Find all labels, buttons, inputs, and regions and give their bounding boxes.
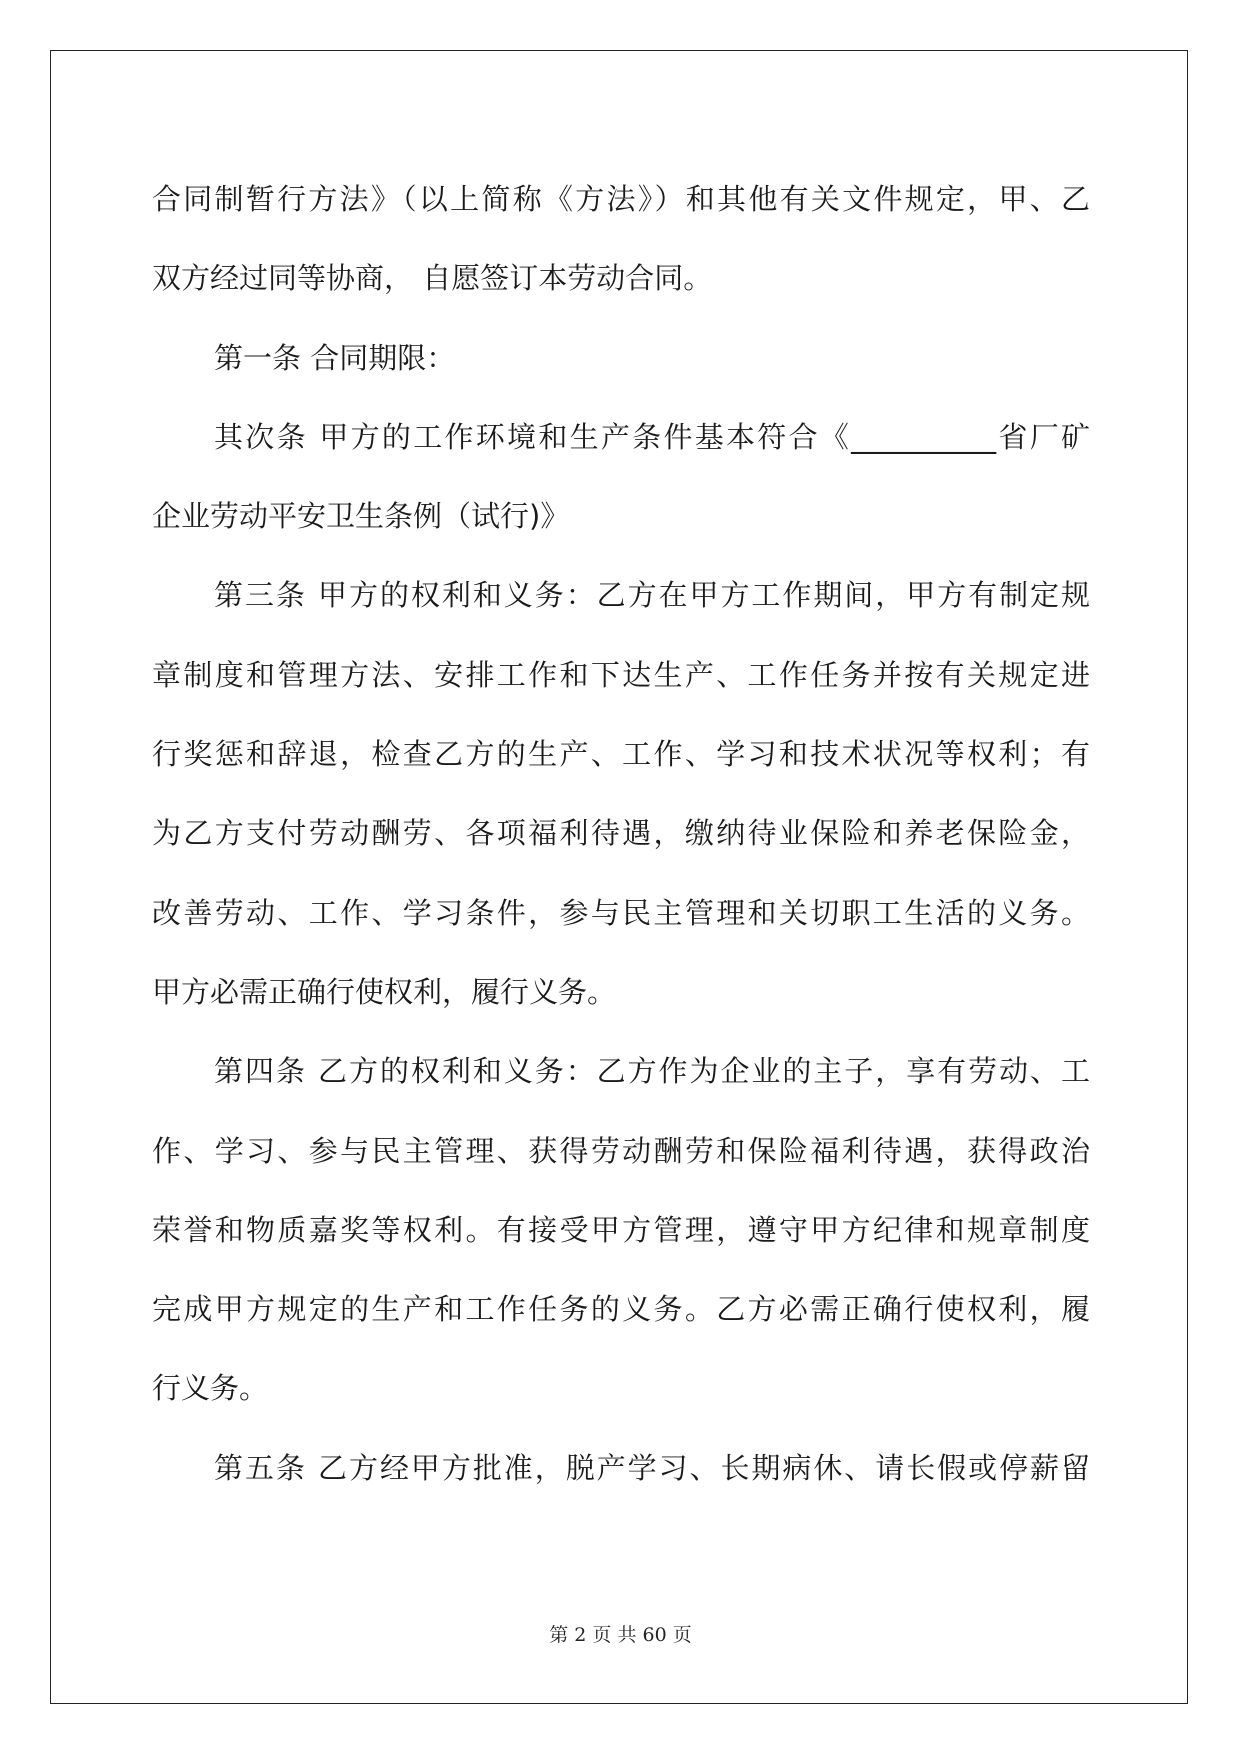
text-line: 第三条 甲方的权利和义务：乙方在甲方工作期间，甲方有制定规: [214, 578, 1090, 613]
text-line: 行义务。: [152, 1371, 269, 1406]
page-number-footer: 第 2 页 共 60 页: [549, 1624, 692, 1646]
text-line: 改善劳动、工作、学习条件，参与民主管理和关切职工生活的义务。: [152, 895, 1090, 930]
text-line: 章制度和管理方法、安排工作和下达生产、工作任务并按有关规定进: [152, 657, 1090, 692]
text-line: 企业劳动平安卫生条例（试行)》: [152, 499, 570, 534]
text-line: 为乙方支付劳动酬劳、各项福利待遇，缴纳待业保险和养老保险金，: [152, 816, 1090, 851]
text-line: 行奖惩和辞退，检查乙方的生产、工作、学习和技术状况等权利；有: [152, 737, 1090, 772]
text-line: 第一条 合同期限：: [214, 340, 456, 375]
text-line: 第五条 乙方经甲方批准，脱产学习、长期病休、请长假或停薪留: [214, 1450, 1090, 1485]
text-line: 合同制暂行方法》（以上简称《方法》）和其他有关文件规定，甲、乙: [152, 182, 1090, 216]
text-line: 荣誉和物质嘉奖等权利。有接受甲方管理，遵守甲方纪律和规章制度: [152, 1212, 1090, 1247]
text-line: 其次条 甲方的工作环境和生产条件基本符合《__________省厂矿: [214, 419, 1090, 454]
text-line: 第四条 乙方的权利和义务：乙方作为企业的主子，享有劳动、工: [214, 1054, 1090, 1089]
text-line: 作、学习、参与民主管理、获得劳动酬劳和保险福利待遇，获得政治: [152, 1133, 1090, 1168]
text-line: 双方经过同等协商， 自愿签订本劳动合同。: [152, 261, 713, 296]
document-body: [152, 160, 1090, 1508]
text-line: 甲方必需正确行使权利，履行义务。: [152, 974, 617, 1009]
text-line: 完成甲方规定的生产和工作任务的义务。乙方必需正确行使权利，履: [152, 1292, 1090, 1327]
